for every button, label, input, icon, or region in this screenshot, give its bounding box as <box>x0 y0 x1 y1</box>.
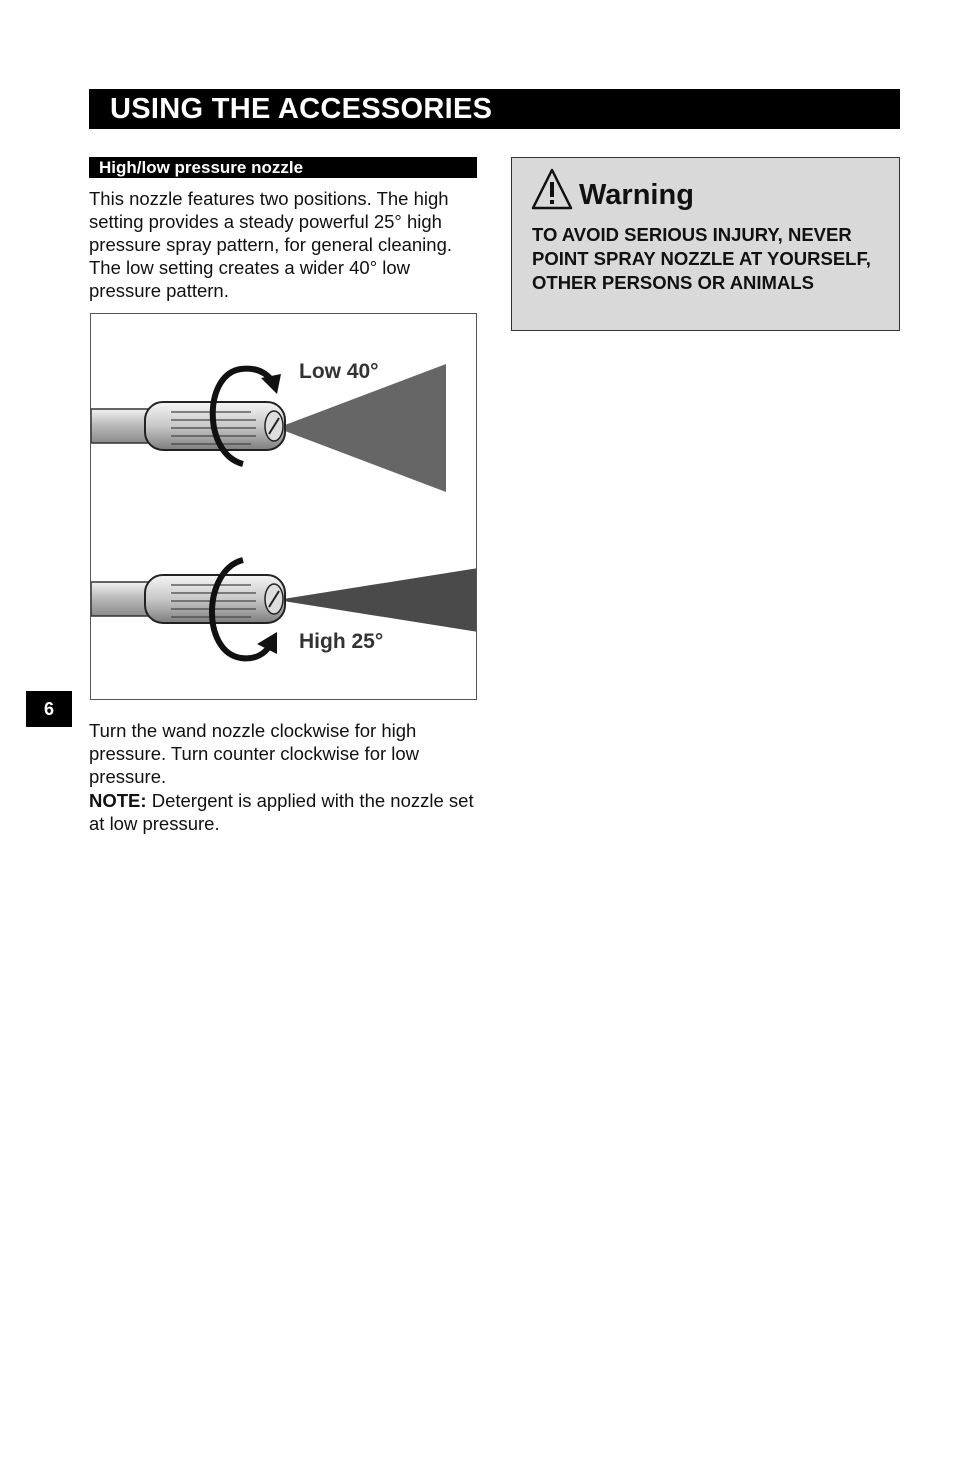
low-wand <box>91 409 151 443</box>
high-nozzle-group <box>91 560 477 658</box>
nozzle-subheading: High/low pressure nozzle <box>89 157 477 178</box>
warning-triangle-icon <box>531 167 573 211</box>
nozzle-note <box>89 789 484 835</box>
note-text: Detergent is applied with the nozzle set at low pressure. <box>89 790 474 834</box>
warning-title: Warning <box>579 179 694 211</box>
section-title: USING THE ACCESSORIES <box>110 93 493 125</box>
note-label: NOTE: <box>89 790 147 811</box>
nozzle-illustration <box>90 313 477 700</box>
page-number: 6 <box>26 691 72 727</box>
high-spray-cone <box>277 568 477 632</box>
nozzle-intro-text: This nozzle features two positions. The high setting provides a steady powerful 25° high pressure spray pattern, for general cleaning. The low setting creates a wider 40° low pressure pattern. <box>89 188 453 301</box>
nozzle-diagram <box>91 314 477 700</box>
low-setting-label: Low 40° <box>299 360 379 383</box>
section-title-bar <box>89 89 900 129</box>
high-setting-label: High 25° <box>299 630 384 653</box>
warning-box <box>511 157 900 331</box>
nozzle-instruction-text: Turn the wand nozzle clockwise for high pressure. Turn counter clockwise for low pressure. <box>89 720 420 787</box>
high-wand <box>91 582 151 616</box>
warning-text: TO AVOID SERIOUS INJURY, NEVER POINT SPRAY NOZZLE AT YOURSELF, OTHER PERSONS OR ANIMALS <box>532 224 871 293</box>
low-nozzle-group <box>91 364 446 492</box>
